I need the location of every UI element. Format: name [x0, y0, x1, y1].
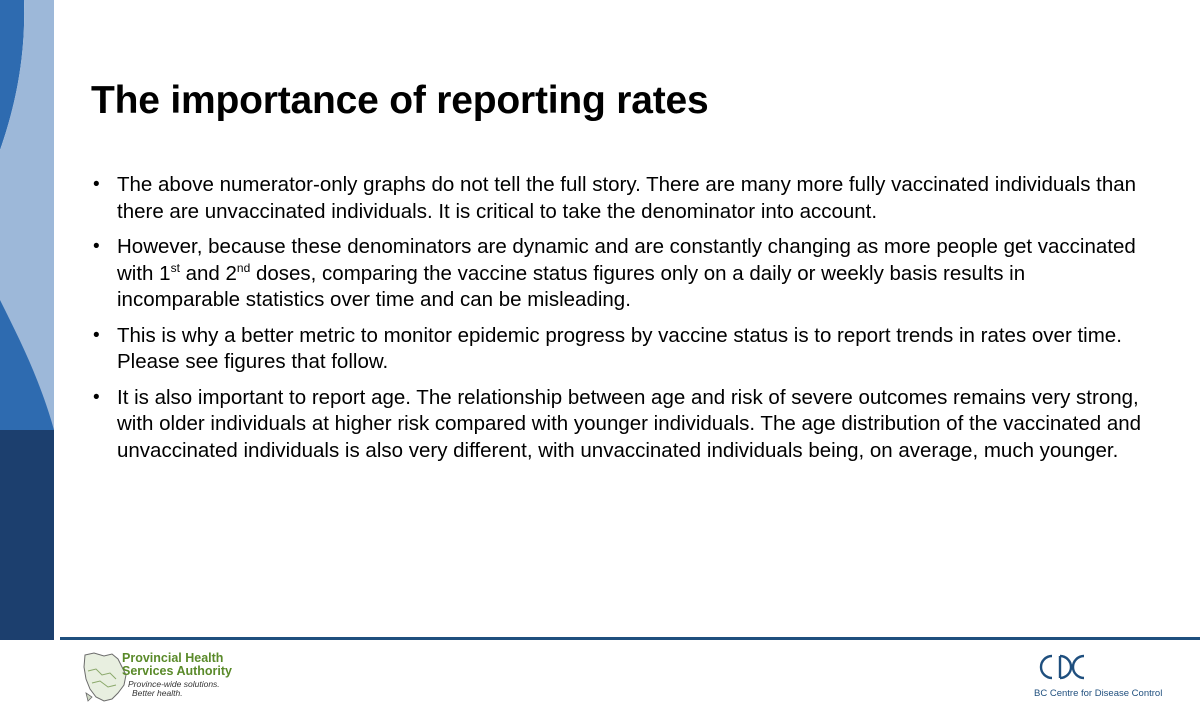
cdc-mark-icon	[1038, 653, 1090, 681]
bullet-text-part: However, because these denominators are dynamic and are constantly changing as more people get vaccinated with 1	[117, 235, 1136, 285]
bullet-text-part: and 2	[179, 261, 237, 285]
side-decoration	[0, 0, 60, 640]
bullet-text: This is why a better metric to monitor epidemic progress by vaccine status is to report trends in rates over time. Please see figures that follow.	[117, 323, 1122, 373]
phsa-logo	[82, 651, 262, 703]
bullet-item	[92, 172, 1152, 225]
phsa-name: Provincial Health Services Authority	[122, 651, 232, 678]
bullet-text-part: doses, comparing the vaccine status figures only on a daily or weekly basis results in incomparable statistics over time and can be misleading.	[117, 261, 1026, 311]
bullet-text: The above numerator-only graphs do not tell the full story. There are many more fully vaccinated individuals than there are unvaccinated individuals. It is critical to take the denominator into account.	[117, 173, 1137, 223]
bullet-item	[92, 323, 1152, 376]
bullet-text: It is also important to report age. The relationship between age and risk of severe outcomes remains very strong, with older individuals at higher risk compared with younger individuals. The age distribution of the vaccinated and unvaccinated individuals is also very different, with unvaccinated individuals being, on average, much younger.	[117, 385, 1142, 462]
bullet-marker: •	[93, 236, 100, 257]
bullet-item	[92, 234, 1152, 314]
superscript: st	[170, 260, 180, 275]
bccdc-logo	[1028, 653, 1188, 703]
bullet-marker: •	[93, 324, 100, 346]
page-title: The importance of reporting rates	[91, 79, 709, 122]
footer-divider	[60, 637, 1200, 640]
bullet-item	[92, 385, 1152, 465]
phsa-tagline: Province-wide solutions. Better health.	[128, 679, 220, 698]
bullet-marker: •	[93, 386, 100, 408]
superscript: nd	[236, 260, 251, 275]
bullet-list	[92, 172, 1152, 473]
bullet-marker: •	[93, 174, 100, 195]
bccdc-name: BC Centre for Disease Control	[1034, 688, 1163, 699]
